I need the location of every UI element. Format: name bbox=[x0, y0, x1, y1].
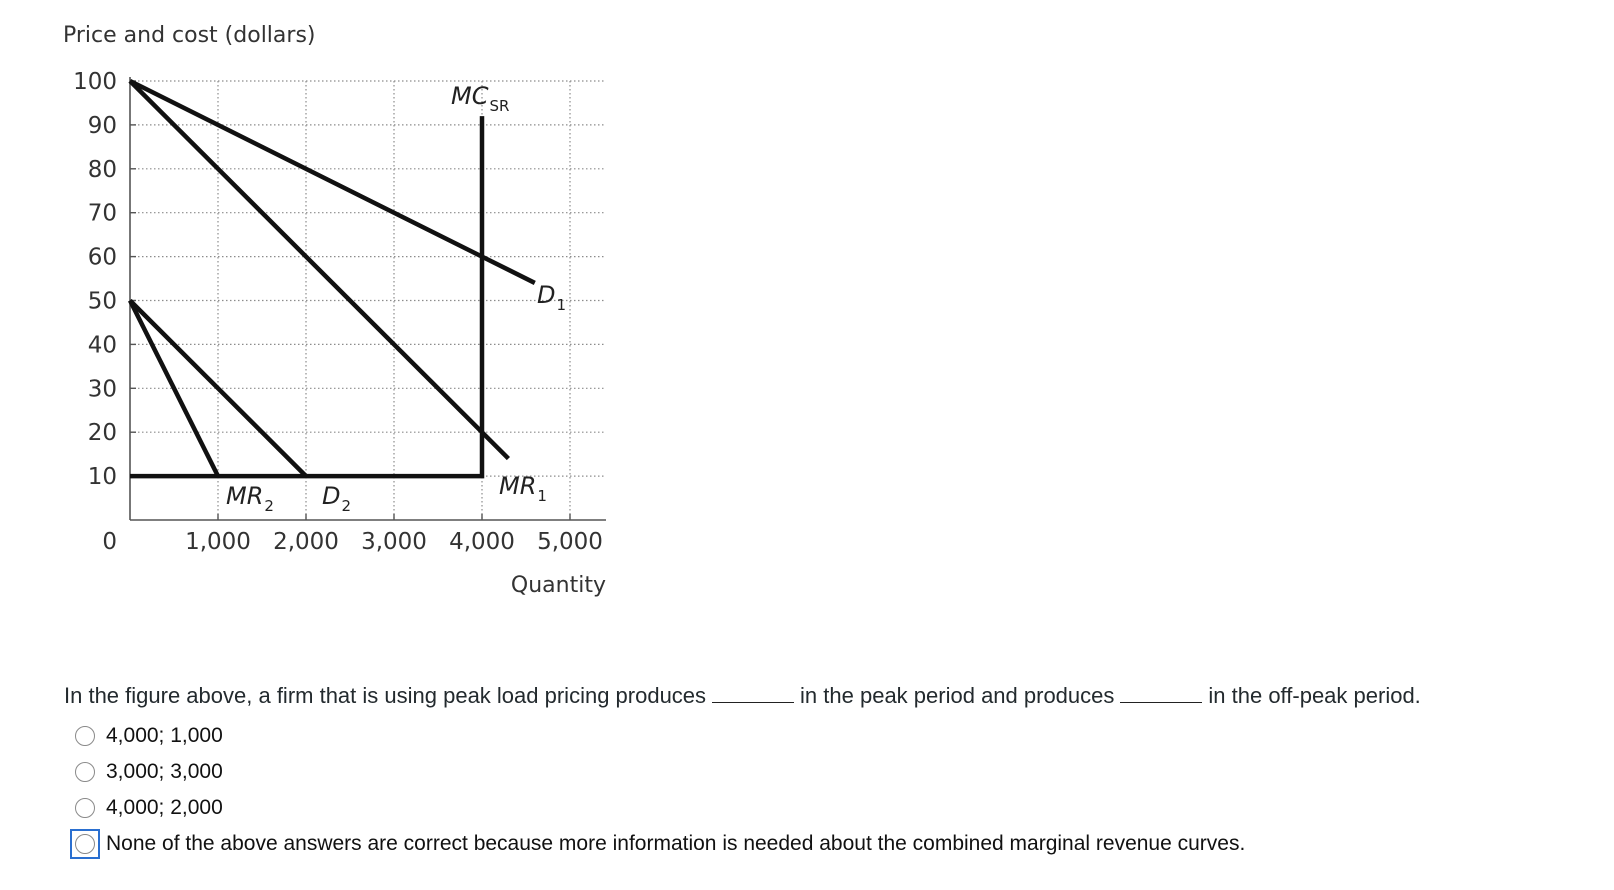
question-part-1: In the figure above, a firm that is using peak load pricing produces bbox=[64, 683, 707, 708]
y-tick-label: 50 bbox=[87, 288, 117, 315]
radio-button-wrap[interactable] bbox=[70, 721, 100, 751]
y-tick-label: 90 bbox=[87, 112, 117, 139]
question-text bbox=[64, 683, 1421, 709]
answer-option-2[interactable] bbox=[70, 754, 1245, 790]
question-part-3: in the off-peak period. bbox=[1208, 683, 1421, 708]
answer-option-1[interactable] bbox=[70, 718, 1245, 754]
answer-options bbox=[70, 718, 1245, 862]
y-tick-label: 70 bbox=[87, 200, 117, 227]
x-tick-label: 3,000 bbox=[361, 529, 427, 555]
series-line-d1 bbox=[130, 81, 535, 283]
x-tick-label: 4,000 bbox=[449, 529, 515, 555]
answer-blank-1 bbox=[712, 701, 794, 703]
x-tick-label: 1,000 bbox=[185, 529, 251, 555]
x-tick-label: 5,000 bbox=[537, 529, 603, 555]
radio-icon[interactable] bbox=[75, 834, 95, 854]
curve-label-subscript: SR bbox=[489, 97, 510, 115]
curve-label-main: MR bbox=[499, 472, 537, 500]
radio-button-wrap[interactable] bbox=[70, 757, 100, 787]
option-label: 4,000; 2,000 bbox=[106, 796, 223, 819]
series-line-mr1 bbox=[130, 81, 508, 459]
answer-blank-2 bbox=[1120, 701, 1202, 703]
x-axis-title: Quantity bbox=[510, 573, 606, 598]
gridlines bbox=[130, 81, 606, 520]
curve-label-main: MR bbox=[226, 482, 264, 510]
y-tick-label: 100 bbox=[73, 69, 117, 95]
series-lines bbox=[130, 81, 535, 476]
y-tick-label: 60 bbox=[87, 244, 117, 271]
curve-label-mr2 bbox=[226, 482, 274, 515]
option-label: None of the above answers are correct because more information is needed about the combined marginal revenue curves. bbox=[106, 832, 1246, 855]
curve-label-main: D bbox=[322, 482, 341, 510]
radio-icon[interactable] bbox=[75, 762, 95, 782]
curve-label-mr1 bbox=[499, 472, 547, 505]
y-tick-label: 80 bbox=[87, 156, 117, 183]
y-tick-label: 20 bbox=[87, 420, 117, 447]
chart-figure bbox=[0, 0, 640, 640]
curve-label-subscript: 1 bbox=[537, 487, 547, 505]
curve-label-d1 bbox=[537, 281, 566, 314]
y-tick-label: 10 bbox=[87, 464, 117, 491]
curve-label-main: MC bbox=[451, 82, 489, 110]
y-tick-label: 30 bbox=[87, 376, 117, 403]
axes bbox=[130, 77, 606, 520]
curve-label-main: D bbox=[537, 281, 556, 309]
radio-icon[interactable] bbox=[75, 726, 95, 746]
option-label: 3,000; 3,000 bbox=[106, 760, 223, 783]
origin-label: 0 bbox=[102, 529, 117, 555]
option-label: 4,000; 1,000 bbox=[106, 724, 223, 747]
curve-label-subscript: 2 bbox=[264, 497, 274, 515]
radio-icon[interactable] bbox=[75, 798, 95, 818]
x-tick-label: 2,000 bbox=[273, 529, 339, 555]
y-tick-label: 40 bbox=[87, 332, 117, 359]
answer-option-3[interactable] bbox=[70, 790, 1245, 826]
answer-option-4[interactable] bbox=[70, 826, 1245, 862]
curve-label-subscript: 2 bbox=[341, 497, 352, 515]
chart-labels bbox=[63, 23, 606, 598]
radio-button-wrap-focused[interactable] bbox=[70, 829, 100, 859]
y-axis-title: Price and cost (dollars) bbox=[63, 23, 316, 48]
curve-label-d2 bbox=[322, 482, 351, 515]
question-part-2: in the peak period and produces bbox=[800, 683, 1115, 708]
curve-label-mcsr bbox=[451, 82, 509, 115]
curve-label-subscript: 1 bbox=[556, 296, 567, 314]
radio-button-wrap[interactable] bbox=[70, 793, 100, 823]
